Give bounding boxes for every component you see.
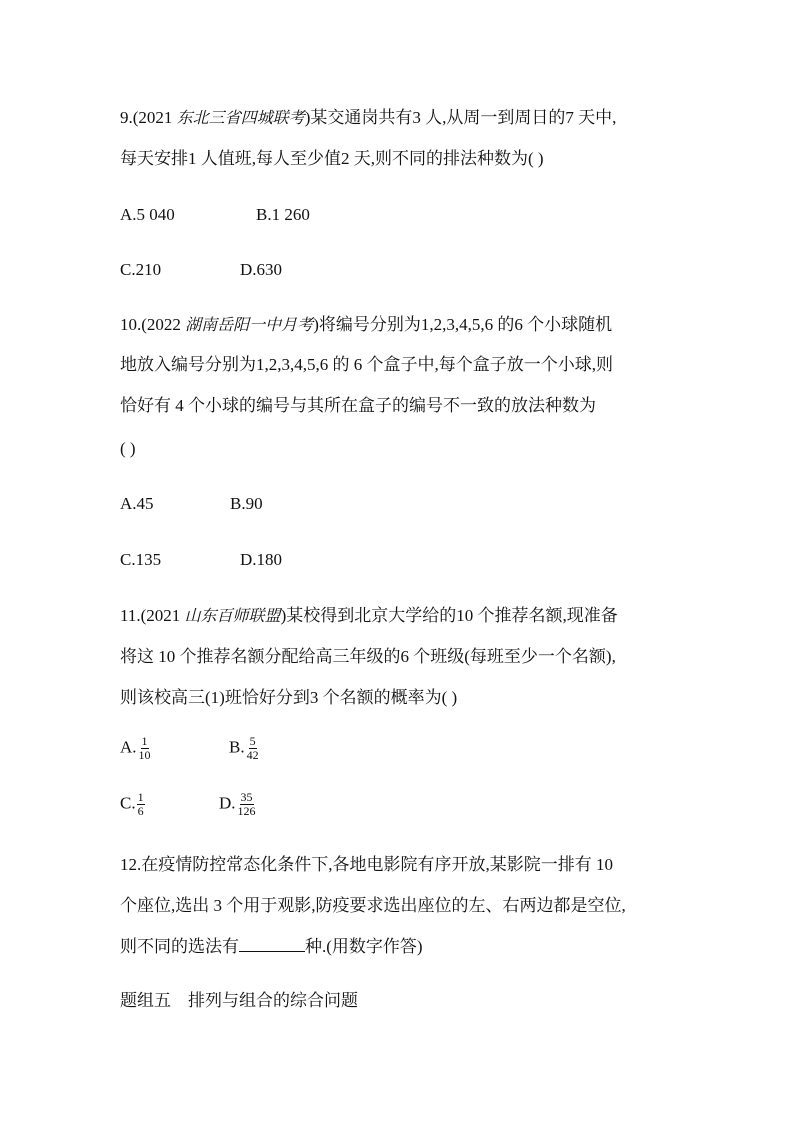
q9-option-b: B.1 260 [256,205,310,224]
q12-line-3: 则不同的选法有 种.(用数字作答) [120,937,423,956]
q9-option-d: D.630 [240,260,283,279]
q10-stem: 将编号分别为1,2,3,4,5,6 的6 个小球随机 [318,315,613,334]
q11-line-1: 11.(2021 山东百师联盟)某校得到北京大学给的10 个推荐名额,现准备 [120,606,618,625]
q9-line-2: 每天安排1 人值班,每人至少值2 天,则不同的排法种数为( ) [120,149,544,168]
section-heading: 题组五 排列与组合的综合问题 [120,991,358,1011]
q11-line-3: 则该校高三(1)班恰好分到3 个名额的概率为( ) [120,688,458,707]
q11-option-c-fraction: $\frac{1}{6}$ [137,790,144,818]
q11-option-b-fraction: $\frac{5}{42}$ [246,734,259,762]
q10-line-4: ( ) [120,439,136,458]
q11-line-2: 将这 10 个推荐名额分配给高三年级的6 个班级(每班至少一个名额), [120,647,616,666]
q11-option-b: B. $\frac{5}{42}$ [229,734,259,762]
q9-line-1: 9.(2021 东北三省四城联考)某交通岗共有3 人,从周一到周日的7 天中, [120,108,617,127]
q11-stem: 某校得到北京大学给的10 个推荐名额,现准备 [286,606,618,625]
q10-option-a: A.45 [120,494,154,513]
q12-line-2: 个座位,选出 3 个用于观影,防疫要求选出座位的左、右两边都是空位, [120,896,626,915]
q11-option-d: D. $\frac{35}{126}$ [219,790,256,818]
q10-option-c: C.135 [120,550,162,569]
q9-source: 东北三省四城联考 [176,108,305,127]
q11-source: 山东百师联盟 [184,606,281,625]
q9-option-a: A.5 040 [120,205,175,224]
q9-stem: 某交通岗共有3 人,从周一到周日的7 天中, [310,108,617,127]
q10-line-3: 恰好有 4 个小球的编号与其所在盒子的编号不一致的放法种数为 [120,396,596,415]
q11-option-a: A. $\frac{1}{10}$ [120,734,151,762]
q10-option-d: D.180 [240,550,283,569]
q10-option-b: B.90 [230,494,263,513]
q9-option-c: C.210 [120,260,162,279]
q10-line-1: 10.(2022 湖南岳阳一中月考)将编号分别为1,2,3,4,5,6 的6 个小球随机 [120,315,613,334]
q11-number: 11. [120,606,141,625]
q9-number: 9. [120,108,133,127]
q12-line-1: 12.在疫情防控常态化条件下,各地电影院有序开放,某影院一排有 10 [120,855,613,874]
q10-number: 10. [120,315,142,334]
q10-source: 湖南岳阳一中月考 [185,315,314,334]
q11-option-c: C. $\frac{1}{6}$ [120,790,144,818]
q11-option-d-fraction: $\frac{35}{126}$ [237,790,256,818]
q10-line-2: 地放入编号分别为1,2,3,4,5,6 的 6 个盒子中,每个盒子放一个小球,则 [120,355,613,374]
q11-option-a-fraction: $\frac{1}{10}$ [138,734,151,762]
answer-blank [239,935,305,952]
